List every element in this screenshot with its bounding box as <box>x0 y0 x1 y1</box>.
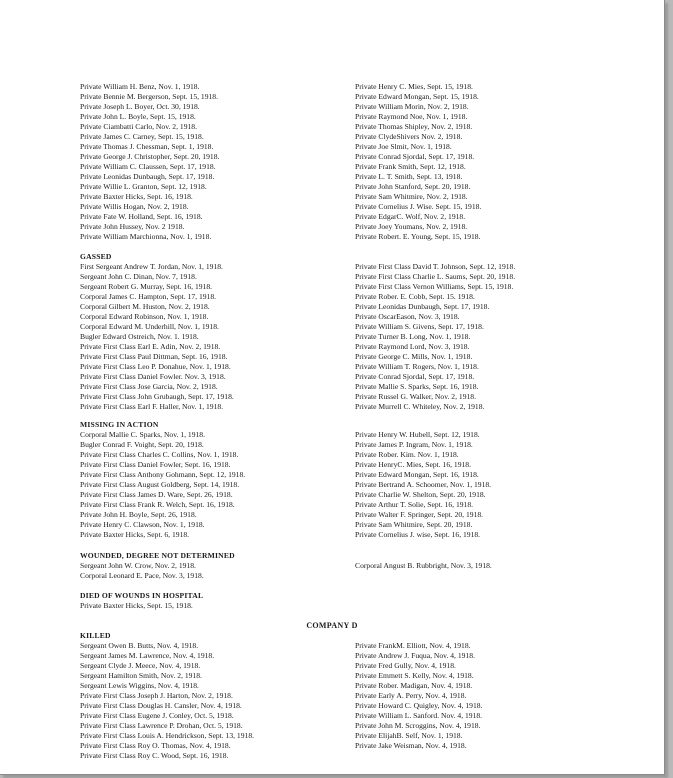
casualty-entry: Private Henry C. Clawson, Nov. 1, 1918. <box>80 520 205 529</box>
casualty-entry: Private Sam Whitmire, Sept. 20, 1918. <box>355 520 473 529</box>
casualty-entry: Private Henry C. Mies, Sept. 15, 1918. <box>355 82 473 91</box>
casualty-entry: Private First Class Eugene J. Conley, Oct. 5, 1918. <box>80 711 234 720</box>
company-heading: COMPANY D <box>306 621 358 630</box>
casualty-entry: Private Willie L. Granton, Sept. 12, 1918. <box>80 182 207 191</box>
casualty-entry: Bugler Edward Ostreich, Nov. 1. 1918. <box>80 332 199 341</box>
casualty-entry: Private First Class Joseph J. Harton, Nov. 2, 1918. <box>80 691 233 700</box>
casualty-entry: Sergeant John W. Crow, Nov. 2, 1918. <box>80 561 196 570</box>
casualty-entry: Private Charlie W. Shelton, Sept. 20, 1918. <box>355 490 486 499</box>
casualty-entry: Private Early A. Perry, Nov. 4, 1918. <box>355 691 467 700</box>
casualty-entry: Corporal James C. Hampton, Sept. 17, 1918. <box>80 292 217 301</box>
section-heading-died: DIED OF WOUNDS IN HOSPITAL <box>80 591 204 600</box>
casualty-entry: Private John M. Scroggins, Nov. 4, 1918. <box>355 721 481 730</box>
casualty-entry: Private L. T. Smith, Sept. 13, 1918. <box>355 172 463 181</box>
casualty-entry: Private John L. Boyle, Sept. 15, 1918. <box>80 112 196 121</box>
casualty-entry: Private Baxter Hicks, Sept. 16, 1918. <box>80 192 193 201</box>
casualty-entry: Private EdgarC. Wolf, Nov. 2, 1918. <box>355 212 466 221</box>
casualty-entry: Private Ciambatti Carlo, Nov. 2, 1918. <box>80 122 197 131</box>
casualty-entry: Private William Marchionna, Nov. 1, 1918. <box>80 232 212 241</box>
casualty-entry: Corporal Edward Robinson, Nov. 1, 1918. <box>80 312 209 321</box>
casualty-entry: Private First Class Daniel Fowler, Sept. 16, 1918. <box>80 460 231 469</box>
casualty-entry: Sergeant Clyde J. Meece, Nov. 4, 1918. <box>80 661 201 670</box>
casualty-entry: Sergeant Lewis Wiggins, Nov. 4, 1918. <box>80 681 199 690</box>
casualty-entry: Private George C. Mills, Nov. 1, 1918. <box>355 352 473 361</box>
casualty-entry: Private James P. Ingram, Nov. 1, 1918. <box>355 440 473 449</box>
casualty-entry: Private First Class David T. Johnson, Sept. 12, 1918. <box>355 262 516 271</box>
casualty-entry: Private First Class James D. Ware, Sept. 26, 1918. <box>80 490 233 499</box>
casualty-entry: Private Joseph L. Boyer, Oct. 30, 1918. <box>80 102 200 111</box>
casualty-entry: Private Rober. E. Cobb, Sept. 15. 1918. <box>355 292 475 301</box>
casualty-entry: Private Joey Youmans, Nov. 2, 1918. <box>355 222 468 231</box>
casualty-entry: Private ElijahB. Self, Nov. 1, 1918. <box>355 731 463 740</box>
casualty-entry: Private Jake Weisman, Nov. 4, 1918. <box>355 741 467 750</box>
casualty-entry: Private First Class Earl F. Haller, Nov. 1, 1918. <box>80 402 224 411</box>
casualty-entry: Private HenryC. Mies, Sept. 16, 1918. <box>355 460 472 469</box>
casualty-entry: Private First Class John Grubaugh, Sept. 17, 1918. <box>80 392 234 401</box>
casualty-entry: Private Leonidas Dunbaugh, Sept. 17, 1918. <box>80 172 215 181</box>
casualty-entry: Private William S. Givens, Sept. 17, 1918. <box>355 322 484 331</box>
casualty-entry: Private Edward Mongan, Sept. 15, 1918. <box>355 92 479 101</box>
casualty-entry: Private Rober. Kim. Nov. 1, 1918. <box>355 450 459 459</box>
casualty-entry: Corporal Gilbert M. Huston, Nov. 2, 1918. <box>80 302 210 311</box>
casualty-entry: Private First Class Leo P. Donahue, Nov. 1, 1918. <box>80 362 231 371</box>
casualty-entry: Private Edward Mongan, Sept. 16, 1918. <box>355 470 479 479</box>
casualty-entry: Private Frank Smith, Sept. 12, 1918. <box>355 162 466 171</box>
casualty-entry: Private John Hussey, Nov. 2 1918. <box>80 222 185 231</box>
casualty-entry: Bugler Conrad F. Voight, Sept. 20, 1918. <box>80 440 204 449</box>
casualty-entry: Private First Class Louis A. Hendrickson, Sept. 13, 1918. <box>80 731 255 740</box>
casualty-entry: Private Raymond Lord, Nov. 3, 1918. <box>355 342 470 351</box>
casualty-entry: Private Rober. Madigan, Nov. 4, 1918. <box>355 681 473 690</box>
casualty-entry: Private Henry W. Hubell, Sept. 12, 1918. <box>355 430 480 439</box>
casualty-entry: Private John H. Boyle, Sept. 26, 1918. <box>80 510 197 519</box>
casualty-entry: First Sergeant Andrew T. Jordan, Nov. 1, 1918. <box>80 262 223 271</box>
casualty-entry: Private First Class Frank R. Welch, Sept. 16, 1918. <box>80 500 235 509</box>
casualty-entry: Private Baxter Hicks, Sept. 15, 1918. <box>80 601 193 610</box>
casualty-entry: Private Murrell C. Whiteley, Nov. 2, 1918. <box>355 402 485 411</box>
casualty-entry: Private Walter F. Springer, Sept. 20, 1918. <box>355 510 484 519</box>
casualty-entry: Private Andrew J. Fuqua, Nov. 4, 1918. <box>355 651 475 660</box>
casualty-entry: Private First Class Daniel Fowler. Nov. 3, 1918. <box>80 372 226 381</box>
casualty-entry: Private First Class Anthony Gohmann, Sept. 12, 1918. <box>80 470 246 479</box>
casualty-entry: Private William C. Claussen, Sept. 17, 1918. <box>80 162 216 171</box>
casualty-entry: Private William Morin, Nov. 2, 1918. <box>355 102 469 111</box>
casualty-entry: Private Mallie S. Sparks, Sept. 16, 1918. <box>355 382 479 391</box>
casualty-entry: Private John Stanford, Sept. 20, 1918. <box>355 182 471 191</box>
casualty-entry: Private Joe Slmit, Nov. 1, 1918. <box>355 142 452 151</box>
casualty-entry: Private William H. Benz, Nov. 1, 1918. <box>80 82 200 91</box>
section-heading-gassed: GASSED <box>80 252 112 261</box>
casualty-entry: Private Russel G. Walker, Nov. 2, 1918. <box>355 392 476 401</box>
casualty-entry: Private Conrad Sjordal, Sept. 17, 1918. <box>355 152 475 161</box>
casualty-entry: Private Conrad Sjordal, Sept. 17, 1918. <box>355 372 475 381</box>
casualty-entry: Sergeant John C. Dinan, Nov. 7, 1918. <box>80 272 197 281</box>
casualty-entry: Private Baxter Hicks, Sept. 6, 1918. <box>80 530 190 539</box>
casualty-entry: Private Fate W. Holland, Sept. 16, 1918. <box>80 212 203 221</box>
casualty-entry: Private Thomas Shipley, Nov. 2, 1918. <box>355 122 473 131</box>
casualty-entry: Private First Class Jose Garcia, Nov. 2, 1918. <box>80 382 218 391</box>
casualty-entry: Private Cornelius J. Wise. Sept. 15, 1918. <box>355 202 482 211</box>
casualty-entry: Private First Class Douglas H. Cansler, Nov. 4, 1918. <box>80 701 242 710</box>
casualty-entry: Private Fred Gully, Nov. 4, 1918. <box>355 661 456 670</box>
casualty-entry: Private First Class Roy C. Wood, Sept. 16, 1918. <box>80 751 229 760</box>
casualty-entry: Private Arthur T. Solie, Sept. 16, 1918. <box>355 500 474 509</box>
casualty-entry: Private Turner B. Long, Nov. 1, 1918. <box>355 332 471 341</box>
section-heading-wounded: WOUNDED, DEGREE NOT DETERMINED <box>80 551 235 560</box>
casualty-entry: Private William T. Rogers, Nov. 1, 1918. <box>355 362 479 371</box>
casualty-entry: Private First Class Paul Dittman, Sept. 16, 1918. <box>80 352 228 361</box>
casualty-entry: Private Raymond Noe, Nov. 1, 1918. <box>355 112 468 121</box>
casualty-entry: Corporal Mallie C. Sparks, Nov. 1, 1918. <box>80 430 206 439</box>
casualty-entry: Private First Class Roy O. Thomas, Nov. 4, 1918. <box>80 741 231 750</box>
casualty-entry: Private First Class Lawrence P. Drohan, Oct. 5, 1918. <box>80 721 243 730</box>
casualty-entry: Private Howard C. Quigley, Nov. 4, 1918. <box>355 701 483 710</box>
casualty-entry: Private Robert. E. Young, Sept. 15, 1918. <box>355 232 481 241</box>
casualty-entry: Private Sam Whitmire, Nov. 2, 1918. <box>355 192 468 201</box>
casualty-entry: Sergeant Hamilton Smith, Nov. 2, 1918. <box>80 671 202 680</box>
casualty-entry: Private Thomas J. Chessman, Sept. 1, 1918. <box>80 142 214 151</box>
casualty-entry: Private James C. Carney, Sept. 15, 1918. <box>80 132 204 141</box>
casualty-entry: Private First Class Earl E. Adin, Nov. 2, 1918. <box>80 342 221 351</box>
casualty-entry: Corporal Leonard E. Pace, Nov. 3, 1918. <box>80 571 204 580</box>
section-heading-missing: MISSING IN ACTION <box>80 420 159 429</box>
casualty-entry: Private Willis Hogan, Nov. 2, 1918. <box>80 202 189 211</box>
casualty-entry: Private Leonidas Dunbaugh, Sept. 17, 1918. <box>355 302 490 311</box>
casualty-entry: Private First Class Charles C. Collins, Nov. 1, 1918. <box>80 450 239 459</box>
casualty-entry: Sergeant James M. Lawrence, Nov. 4, 1918. <box>80 651 215 660</box>
casualty-entry: Private OscarEason, Nov. 3, 1918. <box>355 312 460 321</box>
casualty-entry: Private FrankM. Elliott, Nov. 4, 1918. <box>355 641 471 650</box>
casualty-entry: Private Cornelius J. wise, Sept. 16, 1918. <box>355 530 481 539</box>
casualty-entry: Private First Class August Goldberg, Sept. 14, 1918. <box>80 480 240 489</box>
casualty-entry: Corporal Edward M. Underhill, Nov. 1, 1918. <box>80 322 219 331</box>
casualty-entry: Private George J. Christopher, Sept. 20, 1918. <box>80 152 220 161</box>
casualty-entry: Sergeant Owen B. Butts, Nov. 4, 1918. <box>80 641 199 650</box>
casualty-entry: Sergeant Robert G. Murray, Sept. 16, 1918. <box>80 282 213 291</box>
casualty-entry: Private Bertrand A. Schoomer, Nov. 1, 1918. <box>355 480 492 489</box>
casualty-entry: Private William L. Sanford. Nov. 4, 1918. <box>355 711 483 720</box>
casualty-entry: Private Bennie M. Bergerson, Sept. 15, 1918. <box>80 92 219 101</box>
casualty-entry: Corporal Angust B. Rubbright, Nov. 3, 1918. <box>355 561 492 570</box>
casualty-entry: Private ClydeShivers Nov. 2, 1918. <box>355 132 463 141</box>
section-heading-killed: KILLED <box>80 631 111 640</box>
casualty-entry: Private First Class Vernon Williams, Sept. 15, 1918. <box>355 282 514 291</box>
casualty-entry: Private Emmett S. Kelly, Nov. 4, 1918. <box>355 671 474 680</box>
casualty-entry: Private First Class Charlie L. Saums, Sept. 20, 1918. <box>355 272 516 281</box>
